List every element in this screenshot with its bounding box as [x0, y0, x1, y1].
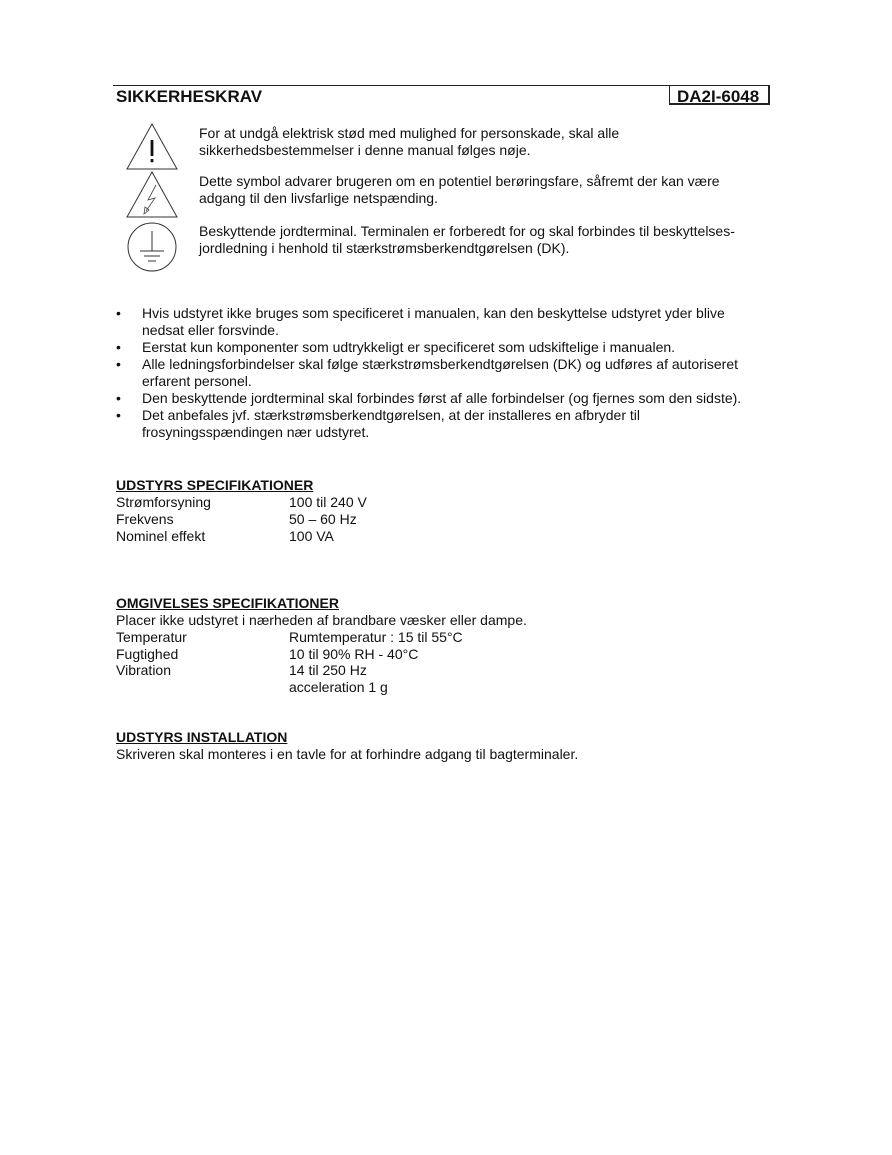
- spec-value: 100 VA: [289, 528, 334, 544]
- spec-value: acceleration 1 g: [289, 679, 388, 695]
- symbol-3-text: [199, 223, 769, 257]
- bullet-1-line-1: Hvis udstyret ikke bruges som specificeret i manualen, kan den beskyttelse udstyret yder blive: [142, 305, 725, 321]
- safety-bullet-list: [116, 305, 776, 441]
- header-rule: [113, 85, 669, 86]
- list-item: • Alle ledningsforbindelser skal følge stærkstrømsberkendtgørelsen (DK) og udføres af autoriseret erfarent personel.: [116, 356, 776, 390]
- spec-value: 50 – 60 Hz: [289, 511, 357, 527]
- bullet-4-line-1: Den beskyttende jordterminal skal forbindes først af alle forbindelser (og fjernes som den sidste).: [142, 390, 742, 406]
- symbol-1-text: [199, 125, 769, 159]
- bullet-5-line-1: Det anbefales jvf. stærkstrømsberkendtgørelsen, at der installeres en afbryder til: [142, 407, 640, 423]
- list-item: • Den beskyttende jordterminal skal forbindes først af alle forbindelser (og fjernes som den sidste).: [116, 390, 776, 407]
- protective-earth-icon: [125, 222, 179, 272]
- symbol-1-line-1: For at undgå elektrisk stød med mulighed for personskade, skal alle: [199, 125, 620, 141]
- document-code: DA2I-6048: [677, 87, 760, 106]
- page-title: SIKKERHESKRAV: [116, 87, 263, 106]
- symbol-1-line-2: sikkerhedsbestemmelser i denne manual følges nøje.: [199, 142, 531, 158]
- list-item: • Hvis udstyret ikke bruges som specificeret i manualen, kan den beskyttelse udstyret yder blive nedsat eller forsvinde.: [116, 305, 776, 339]
- bullet-1-line-2: nedsat eller forsvinde.: [142, 322, 279, 338]
- symbol-2-line-1: Dette symbol advarer brugeren om en potentiel berøringsfare, såfremt der kan være: [199, 173, 720, 189]
- spec-label: Vibration: [116, 662, 172, 678]
- bullet-5-line-2: frosyningsspændingen nær udstyret.: [142, 424, 370, 440]
- spec-value: 100 til 240 V: [289, 494, 367, 510]
- environment-specs-heading: OMGIVELSES SPECIFIKATIONER: [116, 595, 339, 611]
- bullet-2-line-1: Eerstat kun komponenter som udtrykkeligt er specificeret som udskiftelige i manualen.: [142, 339, 676, 355]
- spec-label: Nominel effekt: [116, 528, 206, 544]
- symbol-2-text: [199, 173, 769, 207]
- spec-label: Fugtighed: [116, 646, 179, 662]
- spec-value: Rumtemperatur : 15 til 55°C: [289, 629, 463, 645]
- symbol-3-line-2: jordledning i henhold til stærkstrømsberkendtgørelsen (DK).: [199, 240, 570, 256]
- warning-triangle-icon: [125, 122, 179, 172]
- list-item: • Det anbefales jvf. stærkstrømsberkendtgørelsen, at der installeres en afbryder til frosyningsspændingen nær udstyret.: [116, 407, 776, 441]
- environment-note: Placer ikke udstyret i nærheden af brandbare væsker eller dampe.: [116, 612, 527, 628]
- symbol-3-line-1: Beskyttende jordterminal. Terminalen er forberedt for og skal forbindes til beskyttelses-: [199, 223, 735, 239]
- installation-heading: UDSTYRS INSTALLATION: [116, 729, 288, 745]
- bullet-3-line-1: Alle ledningsforbindelser skal følge stærkstrømsberkendtgørelsen (DK) og udføres af autoriseret: [142, 356, 739, 372]
- installation-text: Skriveren skal monteres i en tavle for at forhindre adgang til bagterminaler.: [116, 746, 579, 762]
- spec-label: Strømforsyning: [116, 494, 211, 510]
- list-item: • Eerstat kun komponenter som udtrykkeligt er specificeret som udskiftelige i manualen.: [116, 339, 776, 356]
- symbol-2-line-2: adgang til den livsfarlige netspænding.: [199, 190, 438, 206]
- spec-value: 10 til 90% RH - 40°C: [289, 646, 419, 662]
- spec-label: Temperatur: [116, 629, 187, 645]
- equipment-specs-heading: UDSTYRS SPECIFIKATIONER: [116, 477, 314, 493]
- spec-label: Frekvens: [116, 511, 174, 527]
- spec-value: 14 til 250 Hz: [289, 662, 367, 678]
- high-voltage-icon: [125, 170, 179, 220]
- bullet-3-line-2: erfarent personel.: [142, 373, 252, 389]
